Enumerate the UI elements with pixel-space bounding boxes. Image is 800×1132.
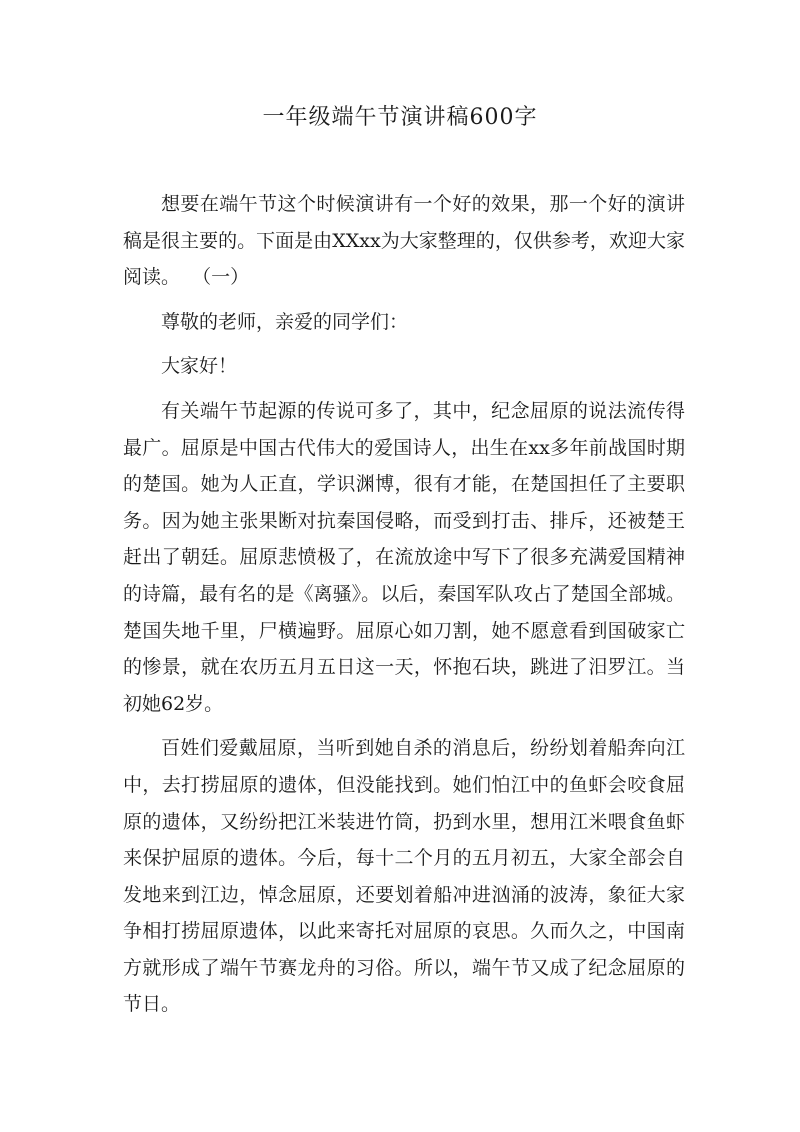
document-body	[123, 186, 685, 1023]
paragraph-salutation: 尊敬的老师，亲爱的同学们：	[161, 310, 409, 333]
document-title: 一年级端午节演讲稿600字	[262, 105, 538, 130]
paragraph-custom: 百姓们爱戴屈原，当听到她自杀的消息后，纷纷划着船奔向江中，去打捞屈原的遗体，但没能找到。她们怕江中的鱼虾会咬食屈原的遗体，又纷纷把江米装进竹筒，扔到水里，想用江米喂食鱼虾来保护屈原的遗体。今后，每十二个月的五月初五，大家全部会自发地来到江边，悼念屈原，还要划着船冲进汹涌的波涛，象征大家争相打捞屈原遗体，以此来寄托对屈原的哀思。久而久之，中国南方就形成了端午节赛龙舟的习俗。所以，端午节又成了纪念屈原的节日。	[123, 737, 685, 1016]
paragraph-origin: 有关端午节起源的传说可多了，其中，纪念屈原的说法流传得最广。屈原是中国古代伟大的爱国诗人，出生在xx多年前战国时期的楚国。她为人正直，学识渊博，很有才能，在楚国担任了主要职务。因为她主张果断对抗秦国侵略，而受到打击、排斥，还被楚王赶出了朝廷。屈原悲愤极了，在流放途中写下了很多充满爱国精神的诗篇，最有名的是《离骚》。以后，秦国军队攻占了楚国全部城。楚国失地千里，尸横遍野。屈原心如刀割，她不愿意看到国破家亡的惨景，就在农历五月五日这一天，怀抱石块，跳进了汨罗江。当初她62岁。	[123, 399, 685, 715]
paragraph-intro: 想要在端午节这个时候演讲有一个好的效果，那一个好的演讲稿是很主要的。下面是由XXxx为大家整理的，仅供参考，欢迎大家阅读。 （一）	[123, 193, 685, 289]
paragraph-greeting: 大家好！	[161, 355, 238, 378]
